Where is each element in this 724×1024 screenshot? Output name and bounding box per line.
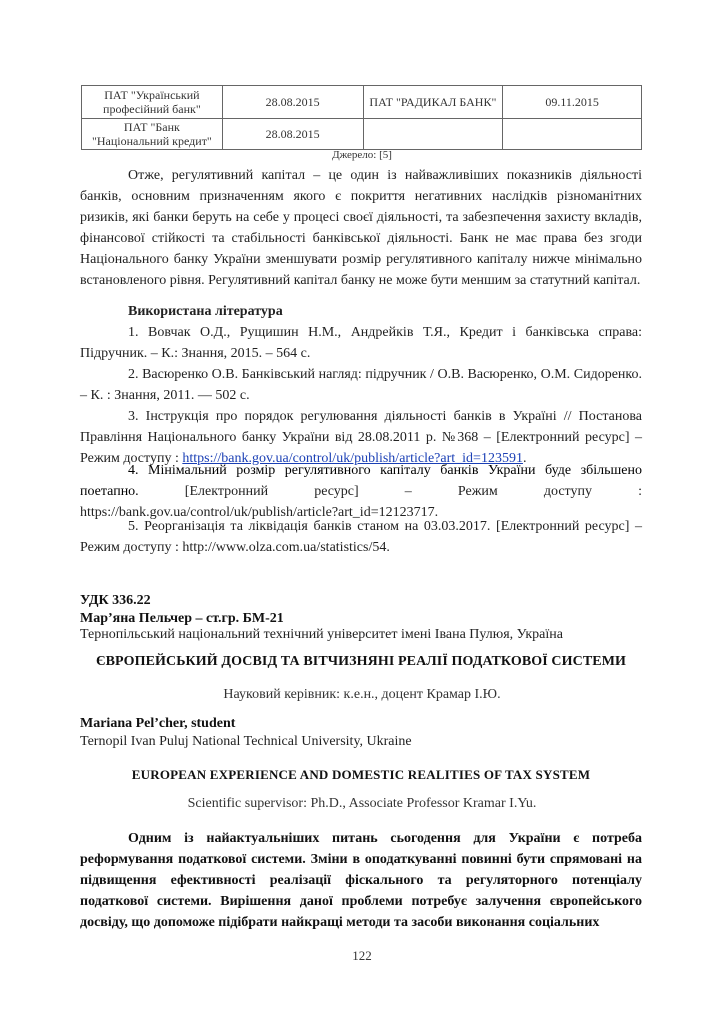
udk-code: УДК 336.22 [80,593,151,608]
table-cell: 28.08.2015 [222,86,363,119]
table-cell [503,119,642,150]
author-en: Mariana Pel’cher, student [80,716,236,731]
author-ua: Мар’яна Пельчер – ст.гр. БМ-21 [80,611,284,626]
table-cell: 28.08.2015 [222,119,363,150]
supervisor-ua: Науковий керівник: к.е.н., доцент Крамар І.Ю. [223,687,501,702]
reference-3-link[interactable]: https://bank.gov.ua/control/uk/publish/article?art_id=123591 [182,451,523,466]
table-cell [363,119,503,150]
table-row [82,119,642,150]
table-cell: ПАТ "Український професійний банк" [82,86,223,119]
table-row [82,86,642,119]
page-number: 122 [352,948,372,963]
abstract-paragraph: Одним із найактуальніших питань сьогодення для України є потреба реформування податкової системи. Зміни в оподаткуванні повинні бути спрямовані на підвищення ефективності реалізації фіскального та регуляторного потенціалу податкової системи. Вирішення даної проблеми потребує залучення європейського досвіду, що допоможе підібрати найкращі методи та засоби виконання соціальних [80,831,642,930]
reference-1: 1. Вовчак О.Д., Рущишин Н.М., Андрейків Т.Я., Кредит і банківська справа: Підручник. – К.: Знання, 2015. – 564 с. [80,325,642,361]
reference-5: 5. Реорганізація та ліквідація банків станом на 03.03.2017. [Електронний ресурс] – Режим доступу : http://www.olza.com.ua/statistics/54. [80,519,642,555]
table-cell: ПАТ "РАДИКАЛ БАНК" [363,86,503,119]
affiliation-en: Ternopil Ivan Puluj National Technical University, Ukraine [80,734,412,749]
article-title-ua: ЄВРОПЕЙСЬКИЙ ДОСВІД ТА ВІТЧИЗНЯНІ РЕАЛІЇ ПОДАТКОВОЇ СИСТЕМИ [95,654,626,669]
reference-4-title: 4. Мінімальний розмір регулятивного капіталу банків України буде збільшено поетапно. [80,463,642,499]
reference-4 [80,460,642,523]
affiliation-ua: Тернопільський національний технічний університет імені Івана Пулюя, Україна [80,627,563,642]
article-title-en: EUROPEAN EXPERIENCE AND DOMESTIC REALITIES OF TAX SYSTEM [131,767,591,782]
reference-3-text: 3. Інструкція про порядок регулювання діяльності банків в Україні // Постанова Правління Національного банку України від 28.08.2011 р. №368 – [Електронний ресурс] – Режим доступу : [80,409,642,466]
literature-heading [80,301,642,322]
table-cell: ПАТ "Банк "Національний кредит" [82,119,223,150]
reference-2: 2. Васюренко О.В. Банківський нагляд: підручник / О.В. Васюренко, О.М. Сидоренко. – К. : Знання, 2011. — 502 с. [80,367,642,403]
reference-3-end: . [522,451,527,466]
table-cell: 09.11.2015 [503,86,642,119]
conclusion-paragraph: Отже, регулятивний капітал – це один із найважливіших показників діяльності банків, основним призначенням якого є покриття негативних наслідків різноманітних ризиків, які банки беруть на себе у процесі своєї діяльності, та забезпечення захисту вкладів, фінансової стійкості та стабільності банківської діяльності. Банк не має права без згоди Національного банку України зменшувати розмір регулятивного капіталу нижче мінімально встановленого рівня. Регулятивний капітал банку не може бути меншим за статутний капітал. [80,168,642,288]
table-source: Джерело: [5] [332,149,392,161]
reference-4-text: [Електронний ресурс] – Режим доступу : https://bank.gov.ua/control/uk/publish/article?art_id=12123717. [80,484,642,520]
literature-title: Використана література [128,304,283,319]
supervisor-en: Scientific supervisor: Ph.D., Associate Professor Kramar I.Yu. [187,796,537,811]
bank-liquidation-table [81,85,642,150]
